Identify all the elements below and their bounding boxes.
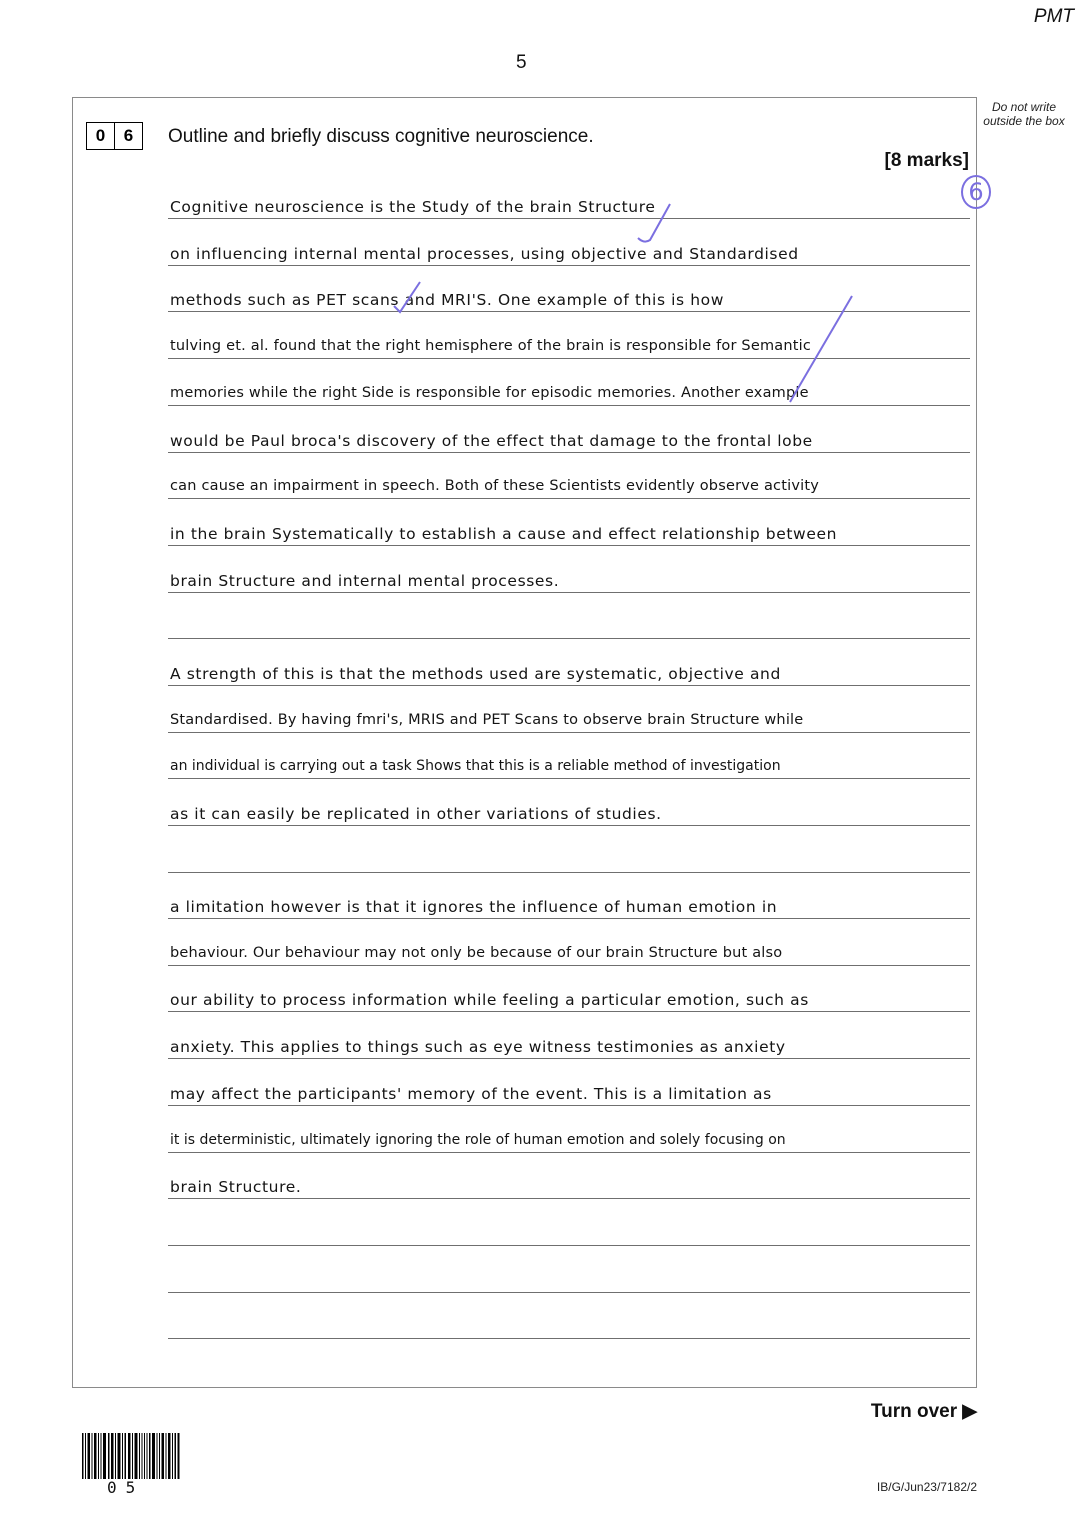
handwritten-line: can cause an impairment in speech. Both of these Scientists evidently observe activity [170,478,820,494]
question-number-digit: 6 [114,123,142,149]
rule-line [168,545,970,546]
handwritten-line: brain Structure. [170,1178,302,1196]
rule-line [168,685,970,686]
rule-line [168,1058,970,1059]
rule-line [168,638,970,639]
handwritten-line: methods such as PET scans and MRI'S. One example of this is how [170,291,725,309]
question-number-digit: 0 [95,126,106,145]
rule-line [168,452,970,453]
rule-line [168,1198,970,1199]
handwritten-line: memories while the right Side is responsible for episodic memories. Another example [170,385,809,401]
handwritten-line: brain Structure and internal mental processes. [170,572,560,590]
rule-line [168,1152,970,1153]
examiner-tick-icon [630,200,680,250]
question-text: Outline and briefly discuss cognitive neuroscience. [168,126,594,147]
handwritten-line: may affect the participants' memory of the event. This is a limitation as [170,1085,772,1103]
awarded-score-circle: 6 [961,175,991,209]
barcode-icon [81,1433,181,1479]
handwritten-line: on influencing internal mental processes, using objective and Standardised [170,245,799,263]
handwritten-line: our ability to process information while feeling a particular emotion, such as [170,991,809,1009]
barcode-number: 05 [107,1478,145,1497]
handwritten-line: anxiety. This applies to things such as eye witness testimonies as anxiety [170,1038,786,1056]
rule-line [168,732,970,733]
rule-line [168,218,970,219]
rule-line [168,1105,970,1106]
turn-over-label: Turn over ▶ [870,1401,977,1422]
handwritten-line: Standardised. By having fmri's, MRIS and PET Scans to observe brain Structure while [170,712,804,728]
rule-line [168,1292,970,1293]
rule-line [168,965,970,966]
page-number: 5 [516,52,527,73]
handwritten-line: in the brain Systematically to establish a cause and effect relationship between [170,525,838,543]
rule-line [168,265,970,266]
examiner-tick-icon [390,280,430,316]
rule-line [168,778,970,779]
marks-available: [8 marks] [884,150,969,171]
handwritten-line: would be Paul broca's discovery of the effect that damage to the frontal lobe [170,432,813,450]
handwritten-line: it is deterministic, ultimately ignoring the role of human emotion and solely focusing on [170,1132,786,1148]
handwritten-line: as it can easily be replicated in other variations of studies. [170,805,662,823]
rule-line [168,498,970,499]
corner-mark: PMT [1033,6,1074,27]
paper-reference: IB/G/Jun23/7182/2 [876,1480,977,1494]
handwritten-line: Cognitive neuroscience is the Study of the brain Structure [170,198,656,216]
handwritten-line: tulving et. al. found that the right hemisphere of the brain is responsible for Semantic [170,338,812,354]
rule-line [168,872,970,873]
rule-line [168,918,970,919]
rule-line [168,592,970,593]
handwritten-line: a limitation however is that it ignores the influence of human emotion in [170,898,778,916]
rule-line [168,1338,970,1339]
question-number-box [86,122,143,150]
rule-line [168,825,970,826]
handwritten-line: an individual is carrying out a task Shows that this is a reliable method of investigation [170,758,781,774]
rule-line [168,1245,970,1246]
margin-note: Do not write outside the box [983,100,1065,128]
handwritten-line: A strength of this is that the methods used are systematic, objective and [170,665,781,683]
rule-line [168,1011,970,1012]
examiner-tick-icon [780,290,860,410]
handwritten-line: behaviour. Our behaviour may not only be because of our brain Structure but also [170,945,783,961]
